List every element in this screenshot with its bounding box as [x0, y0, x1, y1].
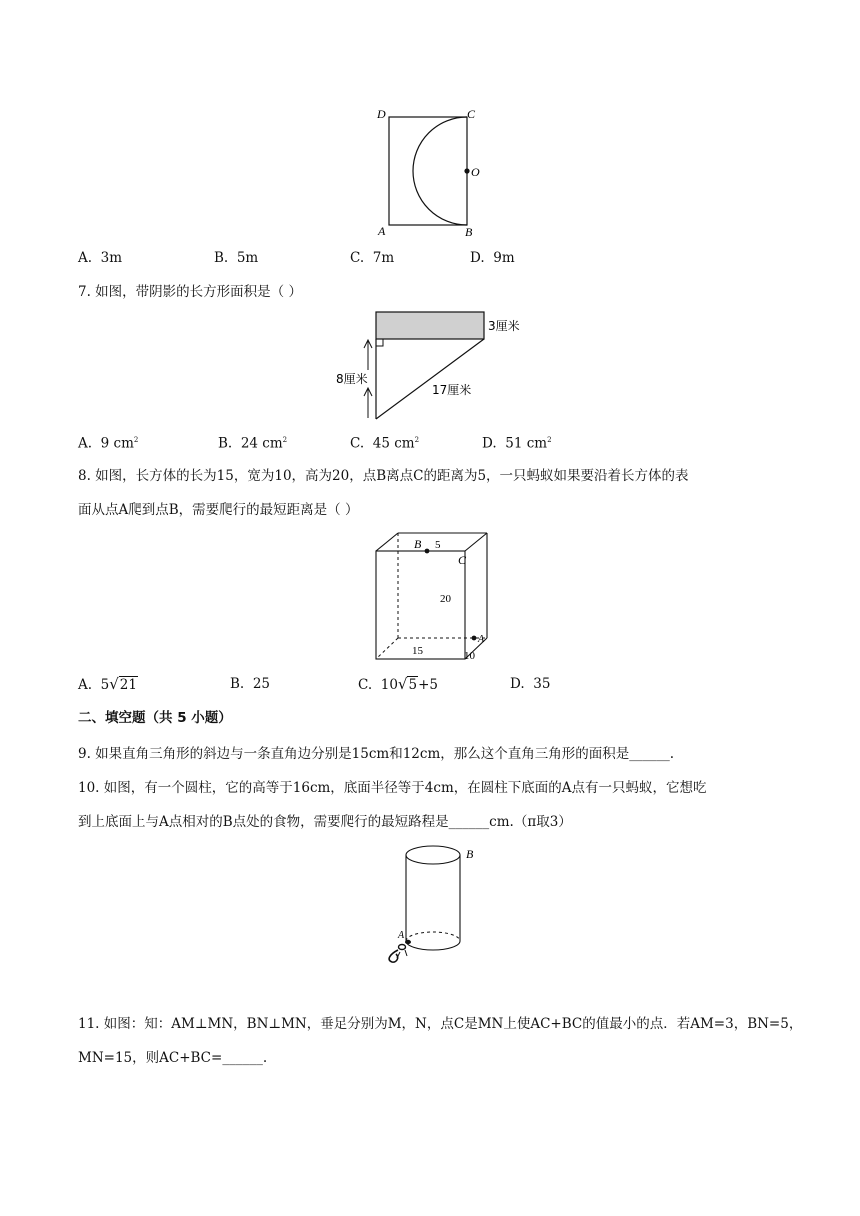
q7-option-a[interactable]: A. 9 $cm^2$ — [78, 435, 139, 452]
q8-label-a: A — [478, 634, 485, 645]
q7-label-3cm: 3厘米 — [488, 319, 520, 333]
q7-label-8cm: 8厘米 — [336, 372, 368, 386]
q8-option-b[interactable]: B. 25 — [230, 676, 270, 692]
q6-figure — [370, 100, 490, 240]
section-fill-in-blank-title: 二、填空题（共 5 小题） — [78, 710, 232, 726]
q6-option-d[interactable]: D. 9m — [470, 250, 515, 266]
q10-label-a: A — [398, 930, 405, 941]
q11-line2: MN=15，则AC+BC=______. — [78, 1050, 268, 1066]
q8-label-20: 20 — [440, 593, 451, 605]
q10-line2: 到上底面上与A点相对的B点处的食物，需要爬行的最短路程是______cm.（π取3） — [78, 814, 572, 830]
q8-label-c: C — [458, 553, 467, 567]
q8-stem-line1: 8. 如图，长方体的长为15，宽为10，高为20，点B离点C的距离为5，一只蚂蚁如果要沿着长方体的表 — [78, 468, 689, 484]
q11-line1: 11. 如图：知：AM⊥MN，BN⊥MN，垂足分别为M，N，点C是MN上使AC+BC的值最小的点．若AM=3，BN=5， — [78, 1016, 803, 1032]
q8-label-b: B — [414, 537, 422, 551]
q6-option-b[interactable]: B. 5m — [214, 250, 259, 266]
q8-label-15: 15 — [412, 645, 423, 657]
q7-label-17cm: 17厘米 — [432, 383, 472, 397]
q7-option-b[interactable]: B. 24 $cm^2$ — [218, 435, 288, 452]
q9-text: 9. 如果直角三角形的斜边与一条直角边分别是15cm和12cm，那么这个直角三角形的面积是______. — [78, 746, 675, 762]
q8-label-10: 10 — [464, 650, 475, 662]
q8-option-a[interactable]: A. 5√21 — [78, 675, 137, 693]
q7-option-c[interactable]: C. 45 $cm^2$ — [350, 435, 420, 452]
q6-label-b: B — [465, 225, 473, 239]
q8-label-5: 5 — [435, 539, 441, 551]
q10-line1: 10. 如图，有一个圆柱，它的高等于16cm，底面半径等于4cm，在圆柱下底面的A点有一只蚂蚁，它想吃 — [78, 780, 707, 796]
q7-hypotenuse — [376, 339, 484, 419]
q6-label-d: D — [377, 107, 386, 121]
q10-label-b: B — [466, 847, 474, 861]
q6-label-o: O — [471, 165, 480, 179]
q7-option-d[interactable]: D. 51 $cm^2$ — [482, 435, 552, 452]
q7-shaded-rectangle — [376, 312, 484, 339]
q6-semicircle — [413, 117, 467, 225]
ant-icon — [389, 940, 411, 962]
q8-point-b — [425, 549, 430, 554]
q6-label-c: C — [467, 107, 476, 121]
q10-top-ellipse — [406, 846, 460, 864]
q7-right-angle-mark — [376, 339, 383, 346]
q6-point-o — [464, 168, 469, 173]
q6-option-c[interactable]: C. 7m — [350, 250, 395, 266]
q8-point-a — [472, 636, 477, 641]
q6-option-a[interactable]: A. 3m — [78, 250, 123, 266]
q7-stem: 7. 如图，带阴影的长方形面积是（ ） — [78, 284, 302, 300]
q8-option-d[interactable]: D. 35 — [510, 676, 551, 692]
q10-cylinder-figure — [378, 840, 488, 970]
q8-cuboid-figure — [368, 528, 498, 664]
q8-option-c[interactable]: C. 10√5+5 — [358, 675, 438, 693]
q8-stem-line2: 面从点A爬到点B，需要爬行的最短距离是（ ） — [78, 502, 359, 518]
q8-front-face — [376, 551, 465, 659]
q7-figure — [330, 308, 540, 426]
q6-label-a: A — [378, 224, 386, 238]
